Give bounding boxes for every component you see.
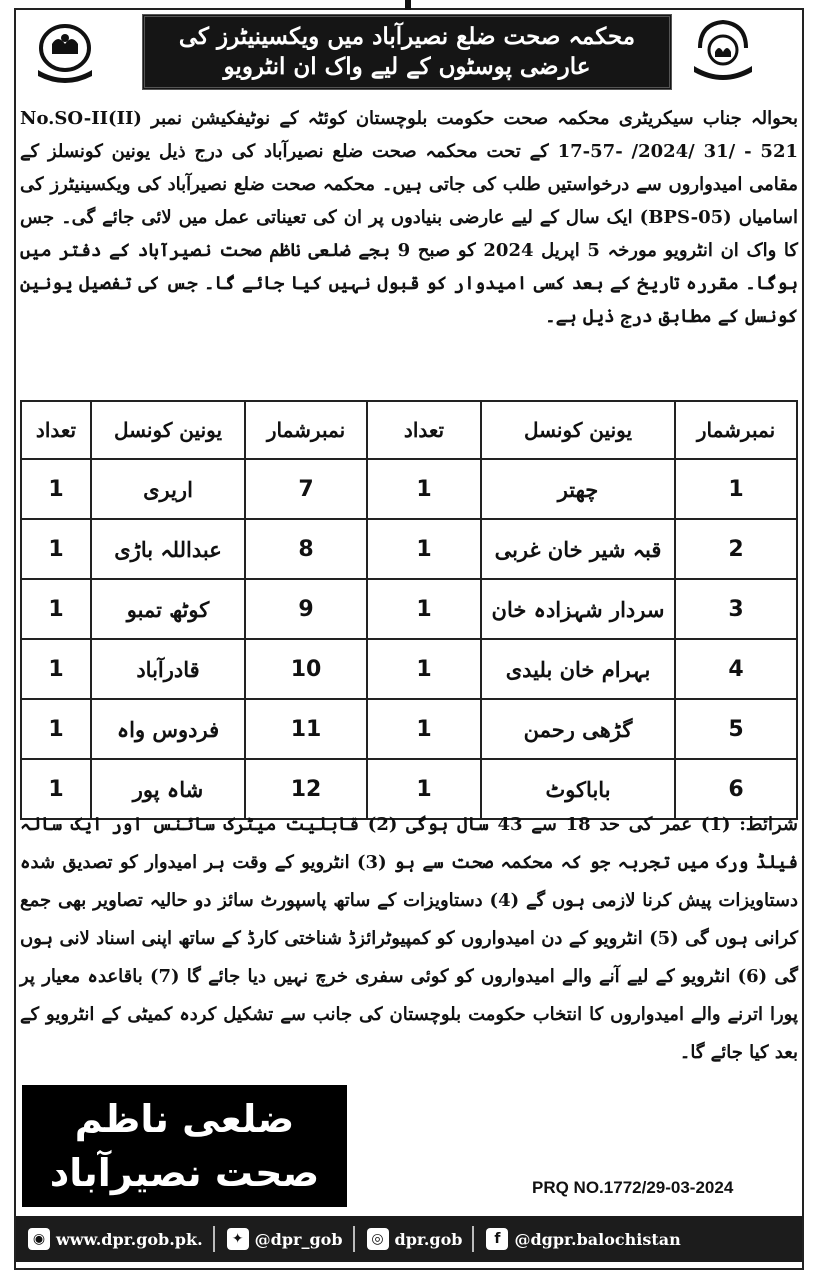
union-council-cell: سردار شہزادہ خان — [481, 579, 675, 639]
col-header-count-2: تعداد — [21, 401, 91, 459]
serial-cell: 3 — [675, 579, 797, 639]
table-row — [21, 639, 797, 699]
table-row — [21, 459, 797, 519]
notice-title: محکمہ صحت ضلع نصیرآباد میں ویکسینیٹرز کی عارضی پوسٹوں کے لیے واک ان انٹرویو — [178, 23, 636, 80]
crop-mark — [405, 0, 411, 10]
union-council-cell: اریری — [91, 459, 245, 519]
footer-bar — [16, 1216, 802, 1262]
count-cell: 1 — [21, 699, 91, 759]
serial-cell: 1 — [675, 459, 797, 519]
union-council-cell: فردوس واہ — [91, 699, 245, 759]
count-cell: 1 — [367, 579, 481, 639]
col-header-count: تعداد — [367, 401, 481, 459]
footer-instagram[interactable] — [367, 1228, 463, 1250]
twitter-handle[interactable]: @dpr_gob — [254, 1229, 343, 1249]
count-cell: 1 — [21, 519, 91, 579]
instagram-icon: ◎ — [367, 1228, 389, 1250]
divider — [353, 1226, 355, 1252]
serial-cell: 4 — [675, 639, 797, 699]
facebook-handle[interactable]: @dgpr.balochistan — [514, 1229, 681, 1249]
col-header-serial: نمبرشمار — [675, 401, 797, 459]
website-link[interactable]: www.dpr.gob.pk. — [56, 1229, 203, 1249]
intro-paragraph — [20, 102, 798, 333]
serial-cell: 12 — [245, 759, 367, 819]
serial-cell: 7 — [245, 459, 367, 519]
union-council-cell: چھتر — [481, 459, 675, 519]
conditions-paragraph: شرائط: (1) عمر کی حد 18 سے 43 سال ہوگی (2) قابلیت میٹرک سائنس اور ایک سالہ فیلڈ ورک میں تجربہ جو کہ محکمہ صحت سے ہو (3) انٹرویو کے وقت ہر امیدوار کو تصدیق شدہ دستاویزات پیش کرنا لازمی ہوں گے (4) دستاویزات کے ساتھ پاسپورٹ سائز دو حالیہ تصاویر بھی جمع کرانی ہوں گی (5) انٹرویو کے دن امیدواروں کو کمپیوٹرائزڈ شناختی کارڈ کے ساتھ اپنی اسناد لانی ہوں گی (6) انٹرویو کے لیے آنے والے امیدواروں کو کوئی سفری خرچ نہیں دیا جائے گا (7) باقاعدہ معیار پر پورا اترنے والے امیدواروں کا انتخاب حکومت بلوچستان کی جانب سے تشکیل کردہ کمیٹی کے انٹرویو کے بعد کیا جائے گا۔ — [20, 814, 799, 1063]
count-cell: 1 — [367, 759, 481, 819]
serial-cell: 10 — [245, 639, 367, 699]
count-cell: 1 — [21, 639, 91, 699]
union-council-cell: شاہ پور — [91, 759, 245, 819]
footer-facebook[interactable] — [486, 1228, 680, 1250]
count-cell: 1 — [21, 579, 91, 639]
union-council-cell: باباکوٹ — [481, 759, 675, 819]
table-row — [21, 519, 797, 579]
count-cell: 1 — [367, 459, 481, 519]
union-council-cell: گڑھی رحمن — [481, 699, 675, 759]
union-council-cell: عبداللہ باڑی — [91, 519, 245, 579]
union-council-cell: قبہ شیر خان غربی — [481, 519, 675, 579]
count-cell: 1 — [367, 519, 481, 579]
count-cell: 1 — [21, 759, 91, 819]
serial-cell: 8 — [245, 519, 367, 579]
count-cell: 1 — [367, 639, 481, 699]
serial-cell: 5 — [675, 699, 797, 759]
emblem-icon — [30, 18, 100, 88]
intro-text-3: ایک سال کے لیے عارضی بنیادوں پر ان کی تعیناتی عمل میں لائی جائے گی۔ جس کا واک ان انٹرویو مورخہ 5 اپریل 2024 کو صبح 9 بجے ضلعی ناظم صحت نصیرآباد کے دفتر میں ہوگا۔ مقررہ تاریخ کے بعد کسی امیدوار کو قبول نہیں کیا جائے گا۔ جس کی تفصیل یونین کونسل کے مطابق درج ذیل ہے۔ — [20, 207, 798, 327]
footer-twitter[interactable] — [227, 1228, 343, 1250]
serial-cell: 2 — [675, 519, 797, 579]
bps-scale: (BPS-05) — [639, 207, 732, 228]
prq-number: PRQ NO.1772/29-03-2024 — [532, 1178, 734, 1197]
col-header-union-council-2: یونین کونسل — [91, 401, 245, 459]
footer-website[interactable] — [28, 1228, 203, 1250]
table-row — [21, 699, 797, 759]
table-row — [21, 579, 797, 639]
serial-cell: 6 — [675, 759, 797, 819]
count-cell: 1 — [367, 699, 481, 759]
emblem-icon — [688, 18, 758, 88]
intro-text-2: کے تحت محکمہ صحت ضلع نصیرآباد کی درج ذیل یونین کونسلز کے مقامی امیدواروں سے درخواستیں طلب کی جاتی ہیں۔ محکمہ صحت ضلع نصیرآباد کی ویکسینیٹرز کی اسامیاں — [20, 141, 798, 228]
union-council-table — [20, 400, 798, 820]
facebook-icon: f — [486, 1228, 508, 1250]
divider — [472, 1226, 474, 1252]
table-header-row — [21, 401, 797, 459]
col-header-union-council: یونین کونسل — [481, 401, 675, 459]
col-header-serial-2: نمبرشمار — [245, 401, 367, 459]
signature-title: ضلعی ناظم — [74, 1097, 295, 1141]
serial-cell: 9 — [245, 579, 367, 639]
twitter-icon: ✦ — [227, 1228, 249, 1250]
union-council-cell: قادرآباد — [91, 639, 245, 699]
count-cell: 1 — [21, 459, 91, 519]
notification-ref-2: 31/ - 521 — [703, 141, 798, 162]
union-council-cell: کوٹھ تمبو — [91, 579, 245, 639]
union-council-cell: بہرام خان بلیدی — [481, 639, 675, 699]
globe-icon: ◉ — [28, 1228, 50, 1250]
notice-title-banner — [142, 14, 672, 90]
signature-block — [22, 1085, 347, 1207]
serial-cell: 11 — [245, 699, 367, 759]
notification-ref: No.SO-II(II) 17-57- /2024/ — [20, 108, 695, 162]
instagram-handle[interactable]: dpr.gob — [394, 1229, 463, 1249]
intro-text-1: بحوالہ جناب سیکریٹری محکمہ صحت حکومت بلوچستان کوئٹہ کے نوٹیفکیشن نمبر — [151, 108, 798, 129]
divider — [213, 1226, 215, 1252]
signature-office: صحت نصیرآباد — [49, 1151, 320, 1195]
